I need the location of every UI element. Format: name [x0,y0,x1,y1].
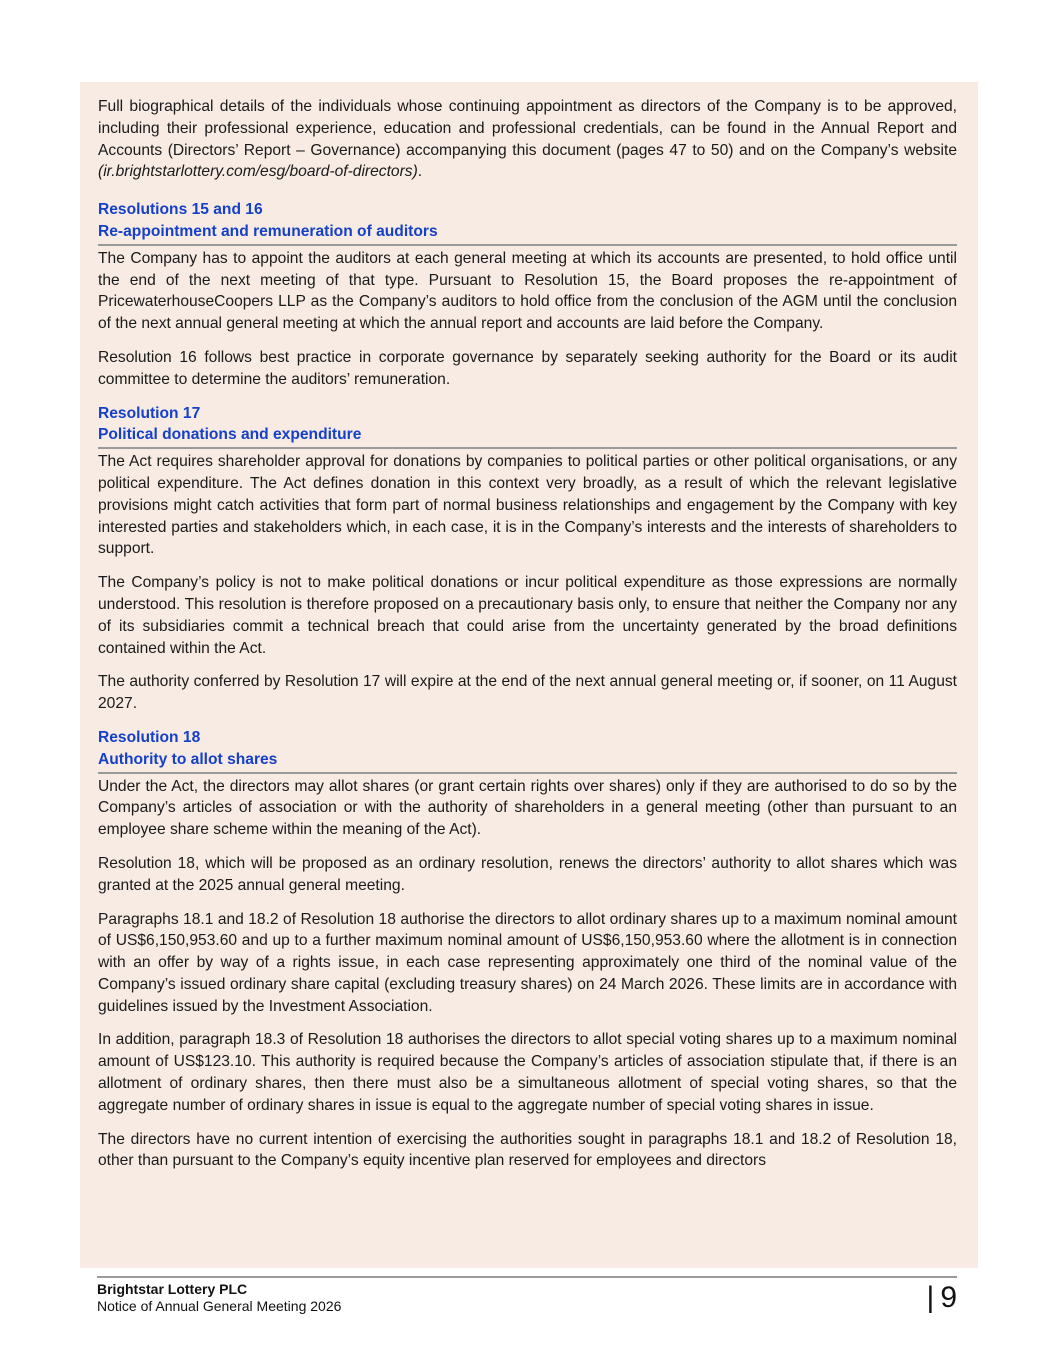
paragraph: The authority conferred by Resolution 17 will expire at the end of the next annual general meeting or, if sooner, on 11 August 2027. [98,673,957,713]
footer-divider [97,1276,957,1278]
section-title: Re-appointment and remuneration of auditors [98,222,438,240]
intro-text: Full biographical details of the individuals whose continuing appointment as directors of the Company is to be approved, including their professional experience, education and professional credentials, can be found in the Annual Report and Accounts (Directors’ Report – Governance) accompanying this document (pages 47 to 50) and on the Company’s website [98,98,957,159]
section-title: Political donations and expenditure [98,426,362,444]
paragraph: Resolution 16 follows best practice in corporate governance by separately seeking authority for the Board or its audit committee to determine the auditors’ remuneration. [98,348,957,388]
paragraph: The directors have no current intention of exercising the authorities sought in paragraphs 18.1 and 18.2 of Resolution 18, other than pursuant to the Company’s equity incentive plan reserved for employees and directors [98,1130,957,1170]
section-number: Resolution 17 [98,404,201,422]
website-link: (ir.brightstarlottery.com/esg/board-of-directors) [98,163,418,181]
paragraph: The Company has to appoint the auditors at each general meeting at which its accounts are presented, to hold office until the end of the next meeting of that type. Pursuant to Resolution 15, the Board proposes the re-appointment of PricewaterhouseCoopers LLP as the Company’s auditors to hold office from the conclusion of the AGM until the conclusion of the next annual general meeting at which the annual report and accounts are laid before the Company. [98,249,957,333]
page-number-block [927,1282,957,1314]
section-title: Authority to allot shares [98,750,278,768]
section-number: Resolutions 15 and 16 [98,201,263,219]
section-heading-political-donations [98,403,957,450]
paragraph: In addition, paragraph 18.3 of Resolution 18 authorises the directors to allot special voting shares up to a maximum nominal amount of US$123.10. This authority is required because the Company’s articles of association stipulate that, if there is an allotment of ordinary shares, then there must also be a simultaneous allotment of special voting shares, so that the aggregate number of ordinary shares in issue is equal to the aggregate number of special voting shares in issue. [98,1031,957,1114]
paragraph: Under the Act, the directors may allot shares (or grant certain rights over shares) only if they are authorised to do so by the Company’s articles of association or with the authority of shareholders in a general meeting (other than pursuant to an employee share scheme within the meaning of the Act). [98,777,957,839]
intro-paragraph [98,96,957,183]
content-panel [80,82,978,1268]
section-number: Resolution 18 [98,728,201,746]
paragraph: Resolution 18, which will be proposed as an ordinary resolution, renews the directors’ authority to allot shares which was granted at the 2025 annual general meeting. [98,854,957,894]
footer-company-name: Brightstar Lottery PLC [97,1281,248,1297]
intro-period: . [417,163,423,181]
page-number: 9 [940,1281,957,1314]
page-content [98,96,957,1184]
paragraph: The Company’s policy is not to make political donations or incur political expenditure as those expressions are normally understood. This resolution is therefore proposed on a precautionary basis only, to ensure that neither the Company nor any of its subsidiaries commit a technical breach that could arise from the uncertainty generated by the broad definitions contained within the Act. [98,574,957,657]
section-heading-allot-shares [98,727,957,774]
footer-document-title: Notice of Annual General Meeting 2026 [97,1298,342,1314]
page-separator: | [926,1281,935,1314]
section-heading-auditors [98,199,957,246]
paragraph: The Act requires shareholder approval for donations by companies to political parties or other political organisations, or any political expenditure. The Act defines donation in this context very broadly, as a result of which the relevant legislative provisions might catch activities that form part of normal business relationships and engagement by the Company with key interested parties and stakeholders which, in each case, it is in the Company’s interests and the interests of shareholders to support. [98,453,957,558]
paragraph: Paragraphs 18.1 and 18.2 of Resolution 18 authorise the directors to allot ordinary shares up to a maximum nominal amount of US$6,150,953.60 and up to a further maximum nominal amount of US$6,150,953.60 where the allotment is in connection with an offer by way of a rights issue, in each case representing approximately one third of the nominal value of the Company’s issued ordinary share capital (excluding treasury shares) on 24 March 2026. These limits are in accordance with guidelines issued by the Investment Association. [98,910,957,1015]
